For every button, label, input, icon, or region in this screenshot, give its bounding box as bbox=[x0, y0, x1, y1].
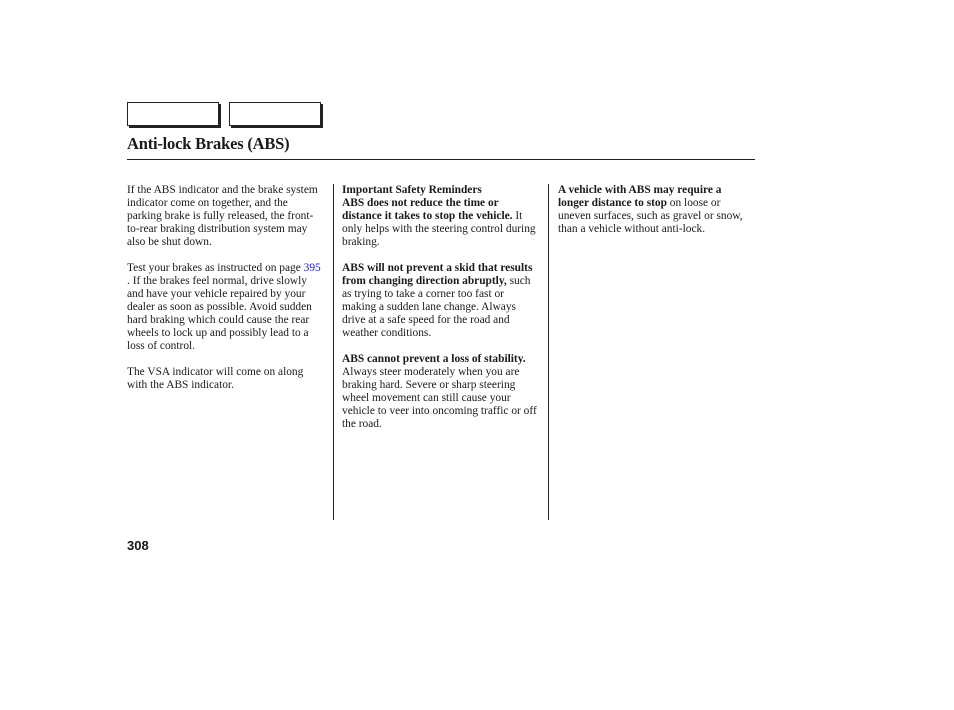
paragraph-stability bbox=[342, 353, 540, 431]
paragraph-vsa-indicator: The VSA indicator will come on along with the ABS indicator. bbox=[127, 366, 304, 391]
paragraph-text: . If the brakes feel normal, drive slowly and have your vehicle repaired by your dealer as soon as possible. Avoid sudden hard braking which could cause the rear wheels to lock up and possibly lead to a loss of control. bbox=[127, 275, 312, 352]
column-middle bbox=[342, 184, 540, 444]
paragraph-skid bbox=[342, 262, 540, 340]
paragraph-text: on loose or uneven surfaces, such as gravel or snow, than a vehicle without anti-lock. bbox=[558, 197, 743, 235]
paragraph-test-brakes bbox=[127, 262, 325, 353]
paragraph-text: Test your brakes as instructed on page bbox=[127, 262, 304, 274]
paragraph-abs-brake-indicator: If the ABS indicator and the brake system indicator come on together, and the parking brake is fully released, the front-to-rear braking distribution system may also be shut down. bbox=[127, 184, 318, 248]
column-left bbox=[127, 184, 325, 405]
paragraph-stopping-distance bbox=[558, 184, 755, 236]
column-right bbox=[558, 184, 755, 249]
paragraph-text: such as trying to take a corner too fast or making a sudden lane change. Always drive at a safe speed for the road and weather conditions. bbox=[342, 275, 531, 339]
page-number: 308 bbox=[127, 538, 149, 553]
bold-statement: ABS cannot prevent a loss of stability. bbox=[342, 353, 526, 365]
bold-statement: A vehicle with ABS may require a longer distance to stop bbox=[558, 184, 722, 209]
paragraph-text: Always steer moderately when you are braking hard. Severe or sharp steering wheel movement can still cause your vehicle to veer into oncoming traffic or off the road. bbox=[342, 366, 537, 430]
bold-statement: ABS will not prevent a skid that results from changing direction abruptly, bbox=[342, 262, 533, 287]
page-link-395[interactable]: 395 bbox=[303, 262, 321, 274]
nav-button-previous[interactable] bbox=[127, 102, 219, 126]
bold-statement: ABS does not reduce the time or distance it takes to stop the vehicle. bbox=[342, 197, 513, 222]
paragraph-text: It only helps with the steering control during braking. bbox=[342, 210, 536, 248]
page-title: Anti-lock Brakes (ABS) bbox=[127, 134, 290, 153]
safety-reminder-block bbox=[342, 184, 540, 249]
column-divider bbox=[333, 184, 334, 520]
nav-button-next[interactable] bbox=[229, 102, 321, 126]
title-rule bbox=[127, 159, 755, 160]
column-divider bbox=[548, 184, 549, 520]
section-heading: Important Safety Reminders bbox=[342, 184, 482, 196]
